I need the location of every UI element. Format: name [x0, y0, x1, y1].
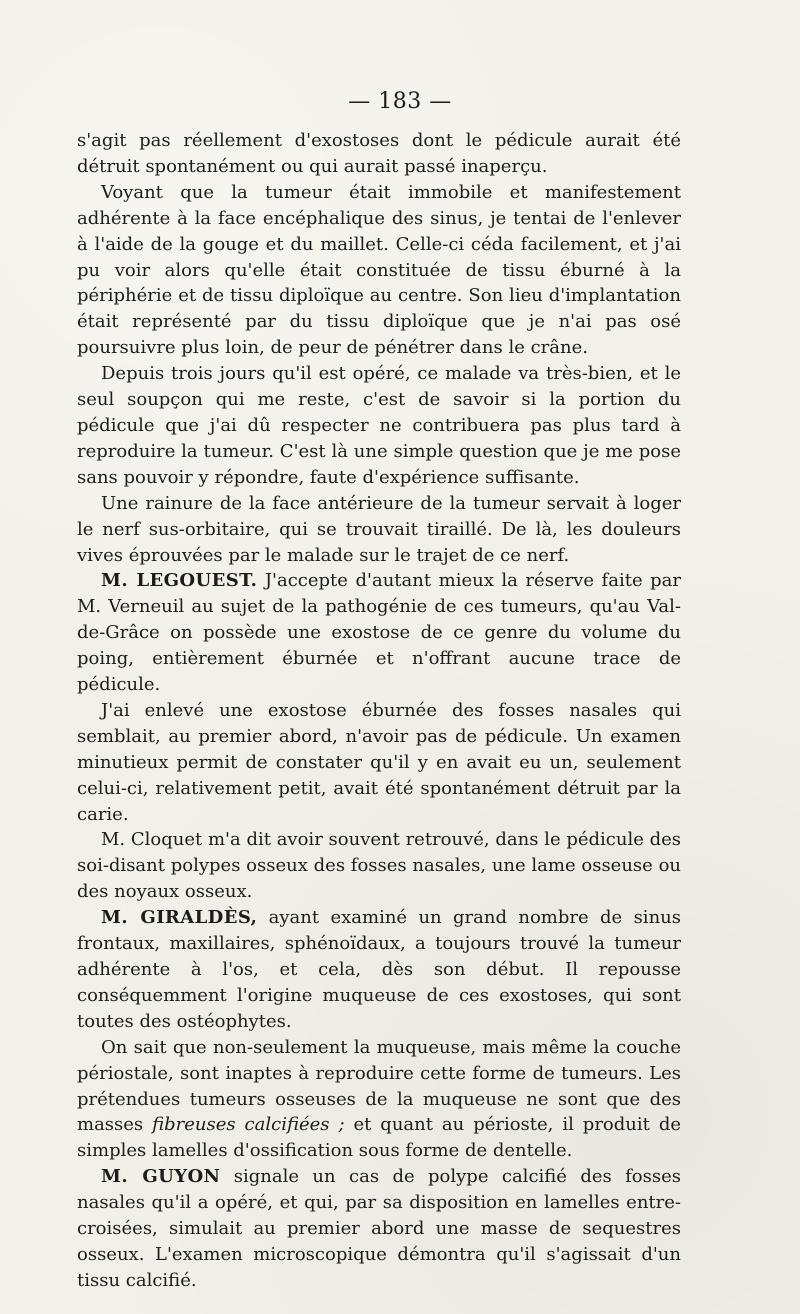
speaker-giraldes: M. GIRALDÈS, [101, 907, 258, 929]
speaker-guyon: M. GUYON [101, 1166, 221, 1188]
paragraph-3: Depuis trois jours qu'il est opéré, ce malade va très-bien, et le seul soupçon qui me reste, c'est de savoir si la portion du pédicule que j'ai dû respecter ne contribuera pas plus tard à reproduire la tumeur. C'est là une simple question que je me pose sans pouvoir y répondre, faute d'expérience suffisante. [77, 363, 681, 488]
paragraph-2: Voyant que la tumeur était immobile et manifestement adhérente à la face encéphalique des sinus, je tentai de l'enlever à l'aide de la gouge et du maillet. Celle-ci céda facilement, et j'ai pu voir alors qu'elle était constituée de tissu éburné à la périphérie et de tissu diploïque au centre. Son lieu d'implantation était représenté par du tissu diploïque que je n'ai pas osé poursuivre plus loin, de peur de pénétrer dans le crâne. [77, 181, 681, 359]
paragraph-8-text: ayant examiné un grand nombre de sinus frontaux, maxillaires, sphénoïdaux, a toujours trouvé la tumeur adhérente à l'os, et cela, dès son début. Il repousse conséquemment l'origine muqueuse de ces exostoses, qui sont toutes des ostéophytes. [77, 907, 681, 1032]
paragraph-9-text-before: On sait que non-seulement la muqueuse, mais même la couche périostale, sont inaptes à reproduire cette forme de tumeurs. Les prétendues tumeurs osseuses de la muqueuse ne sont que des masses [77, 1036, 681, 1136]
paragraph-8 [77, 905, 681, 1035]
paragraph-9-text-after: et quant au périoste, il produit de simples lamelles d'ossification sous forme de dentelle. [77, 1114, 681, 1162]
page-number: — 183 — [348, 89, 452, 114]
paragraph-9 [77, 1035, 681, 1165]
paragraph-4: Une rainure de la face antérieure de la tumeur servait à loger le nerf sus-orbitaire, qui se trouvait tiraillé. De là, les douleurs vives éprouvées par le malade sur le trajet de ce nerf. [77, 492, 681, 566]
italic-phrase: fibreuses calcifiées ; [152, 1114, 345, 1136]
body-text [77, 128, 681, 1294]
paragraph-1: s'agit pas réellement d'exostoses dont le pédicule aurait été détruit spontanément ou qui aurait passé inaperçu. [77, 130, 681, 177]
paragraph-10-text: signale un cas de polype calcifié des fosses nasales qu'il a opéré, et qui, par sa disposition en lamelles entre-croisées, simulait au premier abord une masse de sequestres osseux. L'examen microscopique démontra qu'il s'agissait d'un tissu calcifié. [77, 1166, 681, 1291]
paragraph-5-text: J'accepte d'autant mieux la réserve faite par M. Verneuil au sujet de la pathogénie de ces tumeurs, qu'au Val-de-Grâce on possède une exostose de ce genre du volume du poing, entièrement éburnée et n'offrant aucune trace de pédicule. [77, 570, 681, 696]
speaker-legouest: M. LEGOUEST. [101, 570, 258, 592]
paragraph-10 [77, 1164, 681, 1294]
paragraph-7: M. Cloquet m'a dit avoir souvent retrouvé, dans le pédicule des soi-disant polypes osseux des fosses nasales, une lame osseuse ou des noyaux osseux. [77, 829, 681, 903]
paragraph-6: J'ai enlevé une exostose éburnée des fosses nasales qui semblait, au premier abord, n'avoir pas de pédicule. Un examen minutieux permit de constater qu'il y en avait eu un, seulement celui-ci, relativement petit, avait été spontanément détruit par la carie. [77, 699, 681, 825]
paragraph-5 [77, 568, 681, 698]
